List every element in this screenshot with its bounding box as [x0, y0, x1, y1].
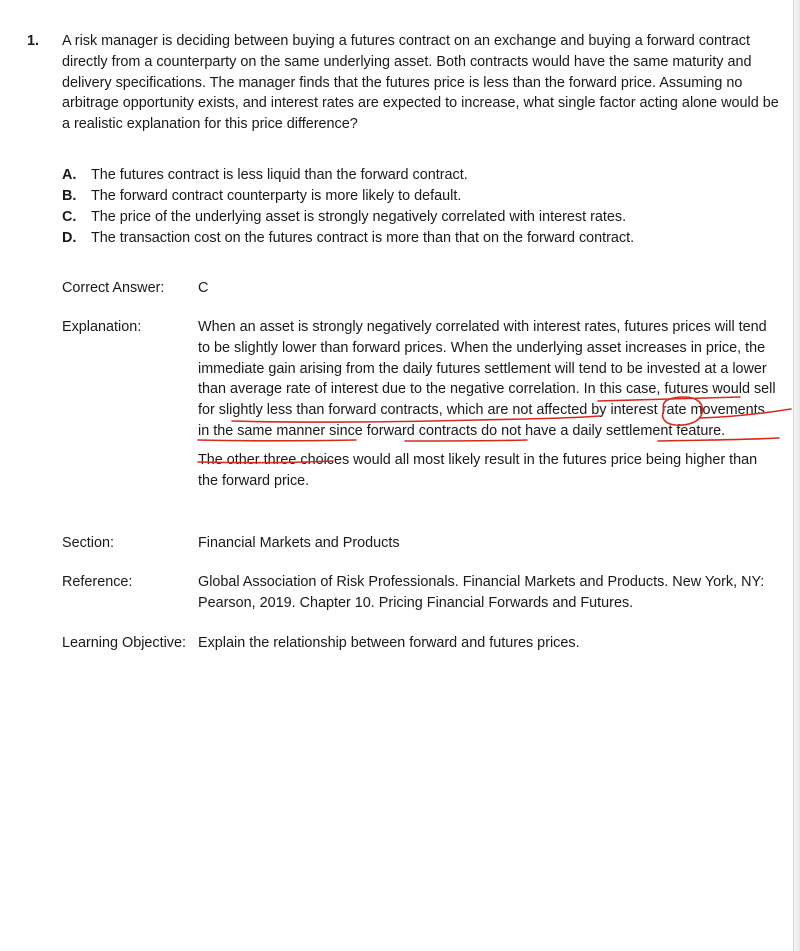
choice-c — [62, 207, 782, 228]
page-edge-shadow — [793, 0, 800, 951]
section-label: Section: — [62, 535, 114, 551]
choice-letter: B. — [62, 188, 77, 204]
reference-value: Global Association of Risk Professionals. Financial Markets and Products. New York, NY: Pearson, 2019. Chapter 10. Pricing Financial Forwards and Futures. — [198, 574, 765, 611]
explanation-body — [198, 317, 778, 491]
reference-label: Reference: — [62, 574, 133, 590]
explanation-paragraph: The other three choices would all most likely result in the futures price being higher than the forward price. — [198, 451, 758, 489]
choice-text: The transaction cost on the futures contract is more than that on the forward contract. — [91, 230, 635, 246]
choice-letter: C. — [62, 209, 77, 225]
choice-b — [62, 186, 782, 207]
question-number: 1. — [27, 33, 40, 49]
answer-choices — [62, 165, 782, 249]
choice-letter: D. — [62, 230, 77, 246]
correct-answer-value: C — [198, 280, 209, 296]
explanation-label: Explanation: — [62, 319, 142, 335]
learning-objective-label: Learning Objective: — [62, 635, 186, 651]
choice-text: The price of the underlying asset is strongly negatively correlated with interest rates. — [91, 209, 627, 225]
choice-text: The forward contract counterparty is more likely to default. — [91, 188, 462, 204]
choice-text: The futures contract is less liquid than the forward contract. — [91, 167, 468, 183]
choice-a — [62, 165, 782, 186]
choice-letter: A. — [62, 167, 77, 183]
section-value: Financial Markets and Products — [198, 535, 400, 551]
correct-answer-label: Correct Answer: — [62, 280, 165, 296]
learning-objective-value: Explain the relationship between forward and futures prices. — [198, 635, 580, 651]
choice-d — [62, 228, 782, 249]
explanation-paragraph: When an asset is strongly negatively correlated with interest rates, futures prices will tend to be slightly lower than forward prices. When the underlying asset increases in price, the immediate gain arising from the daily futures settlement will tend to be invested at a lower than average rate of interest due to the negative correlation. In this case, futures would sell for slightly less than forward contracts, which are not affected by interest rate movements in the same manner since forward contracts do not have a daily settlement feature. — [198, 319, 776, 439]
question-stem: A risk manager is deciding between buying a futures contract on an exchange and buying a forward contract directly from a counterparty on the same underlying asset. Both contracts would have the same maturity and delivery specifications. The manager finds that the futures price is less than the forward price. Assuming no arbitrage opportunity exists, and interest rates are expected to increase, what single factor acting alone would be a realistic explanation for this price difference? — [62, 33, 779, 133]
